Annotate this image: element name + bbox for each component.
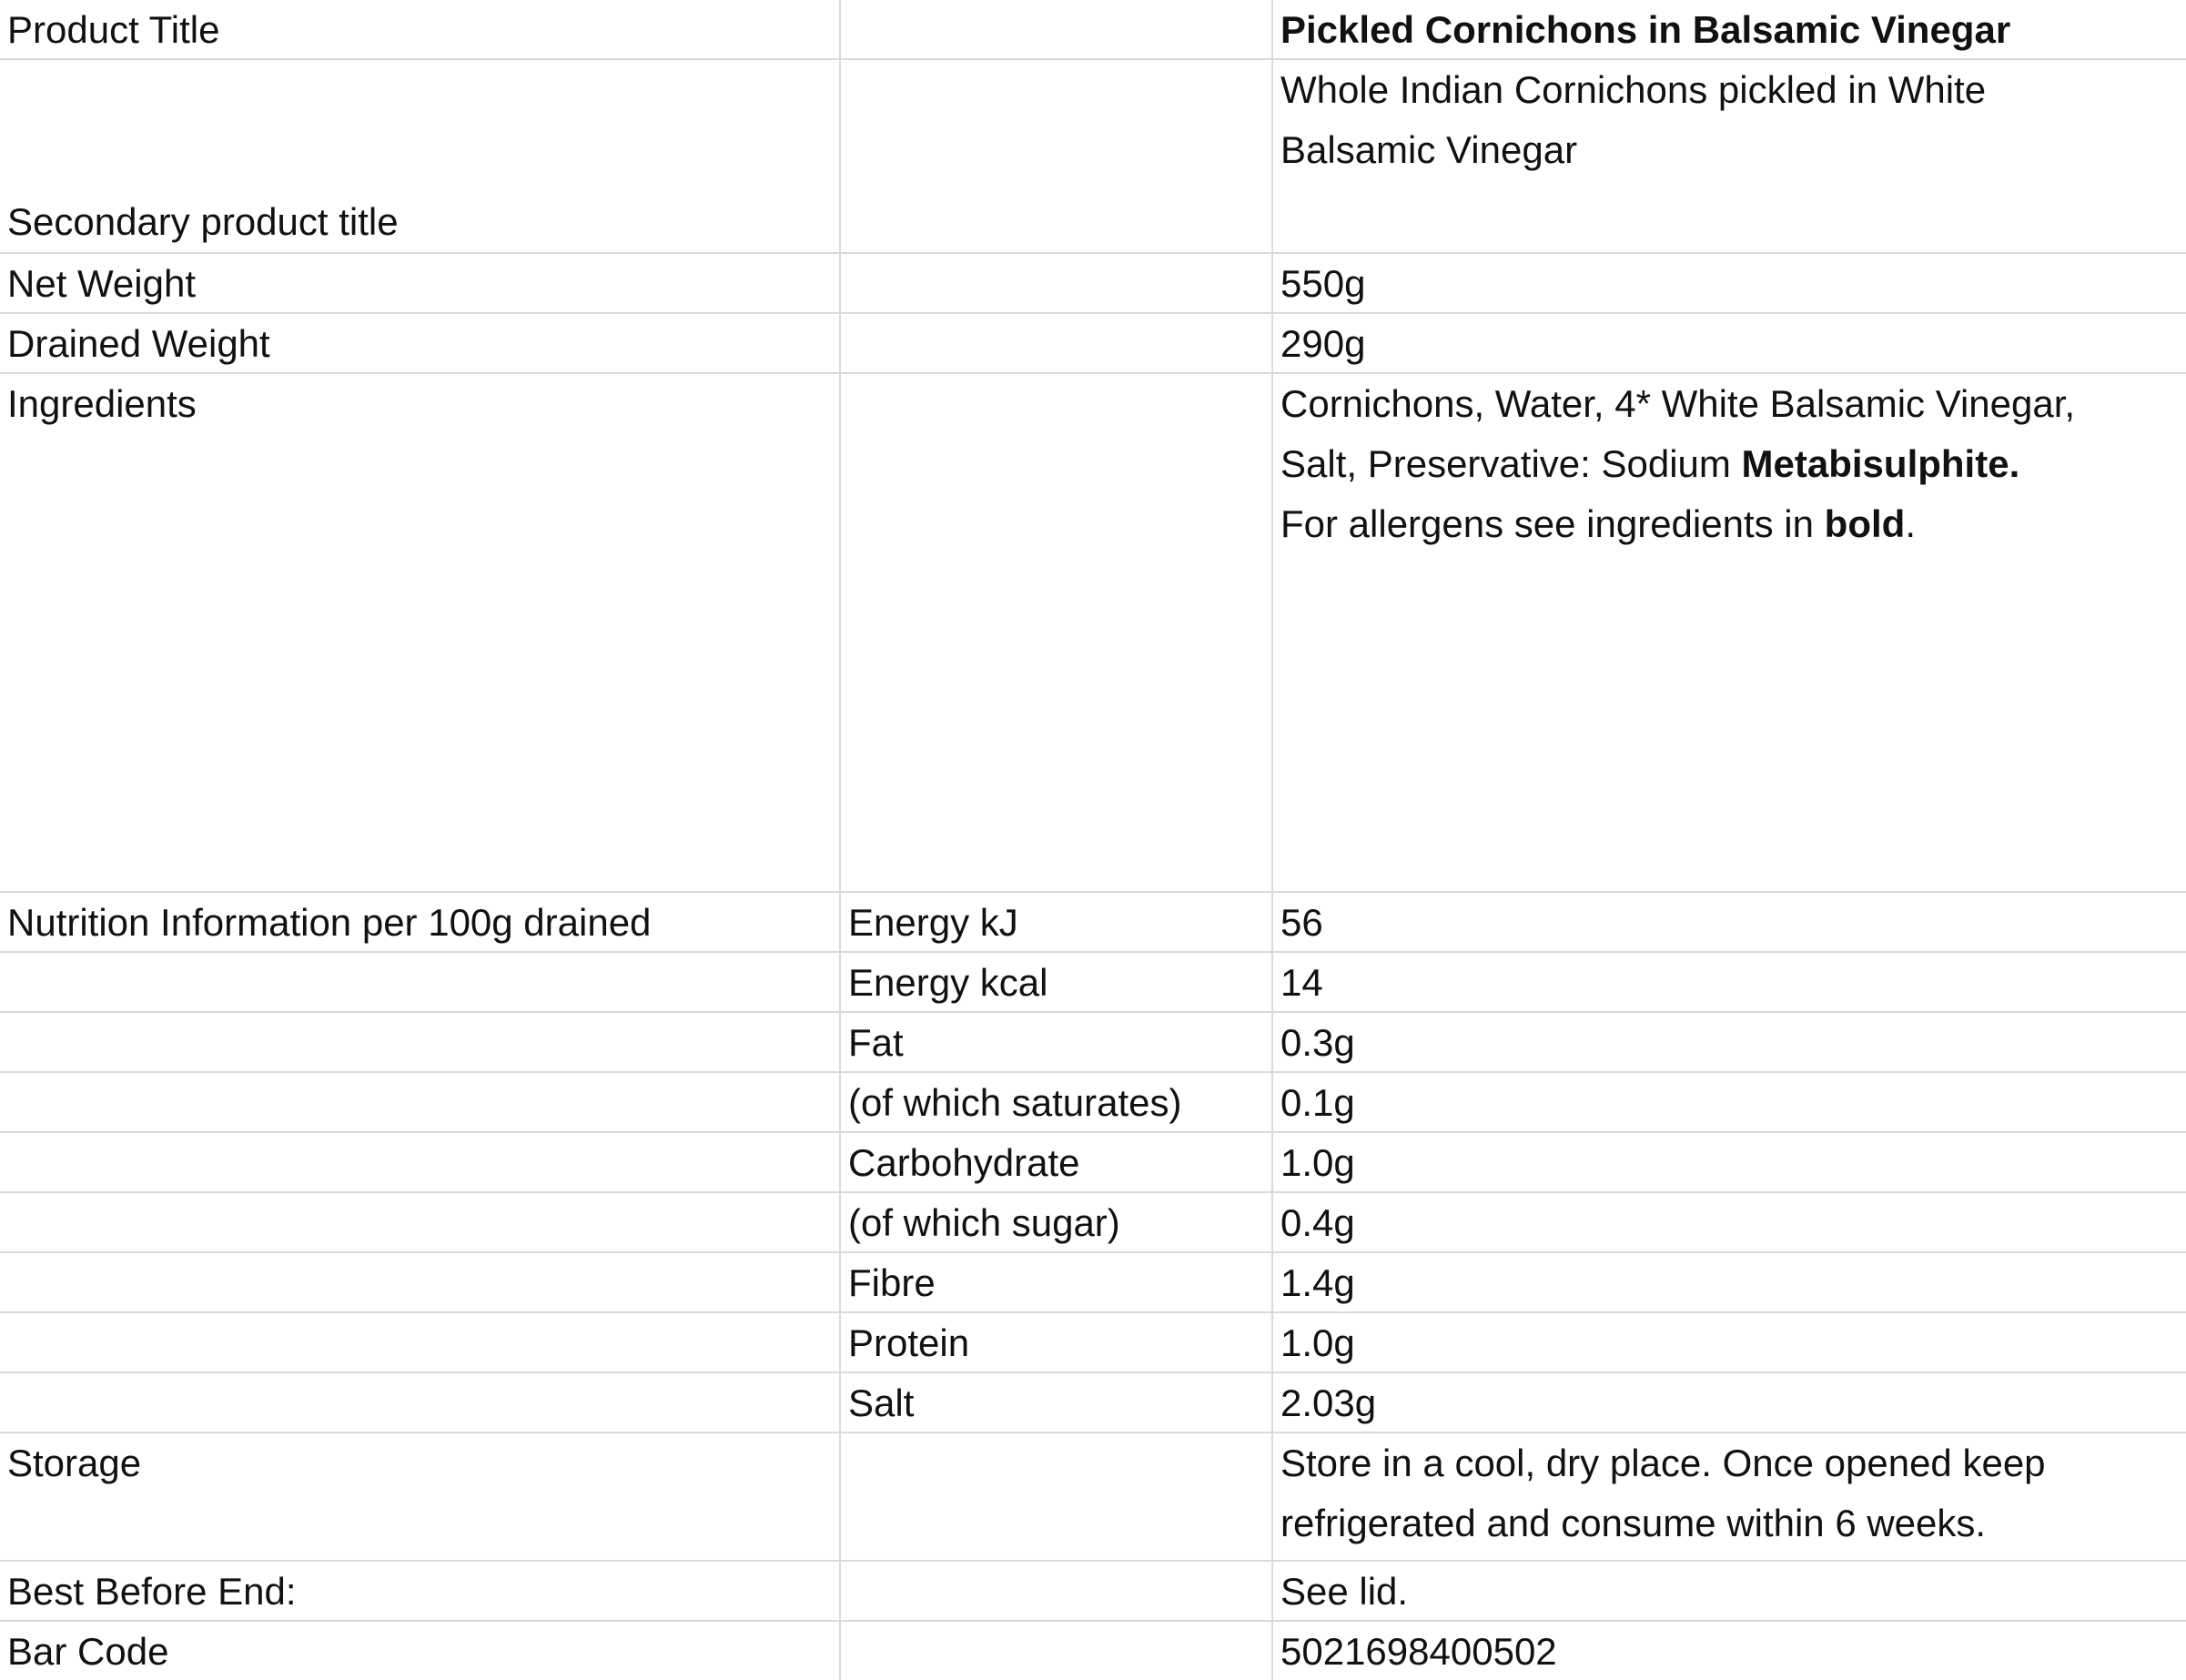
nutrient-name[interactable]: Salt: [841, 1373, 1273, 1432]
nutrition-empty-cell[interactable]: [0, 1073, 841, 1131]
best-before-value[interactable]: See lid.: [1280, 1570, 1409, 1613]
ingredients-line1: Cornichons, Water, 4* White Balsamic Vinegar,: [1280, 382, 2076, 425]
nutrient-name[interactable]: Carbohydrate: [841, 1133, 1273, 1191]
nutrient-value[interactable]: 1.0g: [1280, 1321, 1355, 1364]
allergen-metabisulphite: Metabisulphite.: [1741, 442, 2020, 485]
allergen-note-text: For allergens see ingredients in: [1280, 502, 1825, 545]
storage-line1: Store in a cool, dry place. Once opened keep: [1280, 1442, 2046, 1484]
ingredients-line3: [1280, 494, 2186, 554]
drained-weight-label[interactable]: Drained Weight: [0, 314, 841, 372]
nutrient-value[interactable]: 1.4g: [1280, 1261, 1355, 1304]
nutrition-row: [0, 1013, 2186, 1073]
nutrient-name[interactable]: Energy kJ: [841, 893, 1273, 951]
bar-code-empty-cell[interactable]: [841, 1622, 1273, 1680]
nutrition-empty-cell[interactable]: [0, 953, 841, 1011]
ingredients-line2-text: Salt, Preservative: Sodium: [1280, 442, 1742, 485]
nutrient-name[interactable]: Fat: [841, 1013, 1273, 1071]
net-weight-empty-cell[interactable]: [841, 254, 1273, 312]
nutrition-row: [0, 1073, 2186, 1133]
row-bar-code: [0, 1622, 2186, 1680]
net-weight-label[interactable]: Net Weight: [0, 254, 841, 312]
nutrition-row: [0, 1193, 2186, 1253]
ingredients-label[interactable]: Ingredients: [0, 374, 841, 891]
row-secondary-title: [0, 60, 2186, 254]
allergen-note-bold: bold: [1824, 502, 1906, 545]
nutrition-row: [0, 1133, 2186, 1193]
ingredients-line2: [1280, 434, 2186, 494]
nutrient-name[interactable]: Energy kcal: [841, 953, 1273, 1011]
nutrition-row: [0, 893, 2186, 953]
nutrition-empty-cell[interactable]: [0, 1013, 841, 1071]
nutrition-empty-cell[interactable]: [0, 1193, 841, 1251]
best-before-empty-cell[interactable]: [841, 1562, 1273, 1620]
secondary-title-label-cell[interactable]: [0, 60, 841, 252]
storage-line2: refrigerated and consume within 6 weeks.: [1280, 1502, 1987, 1544]
bar-code-value[interactable]: 5021698400502: [1280, 1630, 1557, 1673]
storage-value-cell[interactable]: [1273, 1433, 2186, 1560]
storage-label[interactable]: Storage: [0, 1433, 841, 1560]
ingredients-value-cell[interactable]: [1273, 374, 2186, 891]
row-product-title: [0, 0, 2186, 60]
nutrient-name[interactable]: Fibre: [841, 1253, 1273, 1311]
allergen-note-end: .: [1905, 502, 1916, 545]
drained-weight-empty-cell[interactable]: [841, 314, 1273, 372]
nutrient-name[interactable]: Protein: [841, 1313, 1273, 1371]
product-title-empty-cell[interactable]: [841, 0, 1273, 58]
bar-code-label[interactable]: Bar Code: [0, 1622, 841, 1680]
nutrient-value[interactable]: 0.3g: [1280, 1021, 1355, 1064]
net-weight-value[interactable]: 550g: [1280, 262, 1366, 305]
best-before-label[interactable]: Best Before End:: [0, 1562, 841, 1620]
nutrition-empty-cell[interactable]: [0, 1133, 841, 1191]
nutrition-label[interactable]: Nutrition Information per 100g drained: [0, 893, 841, 951]
drained-weight-value[interactable]: 290g: [1280, 322, 1366, 365]
secondary-title-empty-cell[interactable]: [841, 60, 1273, 252]
row-storage: [0, 1433, 2186, 1562]
nutrient-value[interactable]: 2.03g: [1280, 1381, 1377, 1424]
nutrition-empty-cell[interactable]: [0, 1253, 841, 1311]
row-drained-weight: [0, 314, 2186, 374]
secondary-title-value-line1: Whole Indian Cornichons pickled in White: [1280, 68, 1987, 111]
nutrient-value[interactable]: 56: [1280, 901, 1323, 944]
nutrient-value[interactable]: 14: [1280, 961, 1323, 1004]
secondary-title-value-line2: Balsamic Vinegar: [1280, 128, 1578, 171]
nutrient-value[interactable]: 0.1g: [1280, 1081, 1355, 1124]
nutrition-row: [0, 953, 2186, 1013]
secondary-title-label: Secondary product title: [7, 200, 399, 243]
row-best-before: [0, 1562, 2186, 1622]
secondary-title-value-cell[interactable]: [1273, 60, 2186, 252]
nutrient-value[interactable]: 1.0g: [1280, 1141, 1355, 1184]
nutrition-empty-cell[interactable]: [0, 1373, 841, 1432]
row-net-weight: [0, 254, 2186, 314]
product-title-value[interactable]: Pickled Cornichons in Balsamic Vinegar: [1280, 8, 2011, 51]
nutrient-name[interactable]: (of which sugar): [841, 1193, 1273, 1251]
row-ingredients: [0, 374, 2186, 893]
nutrient-value[interactable]: 0.4g: [1280, 1201, 1355, 1244]
storage-empty-cell[interactable]: [841, 1433, 1273, 1560]
nutrition-row: [0, 1253, 2186, 1313]
nutrition-row: [0, 1313, 2186, 1373]
product-title-label[interactable]: Product Title: [0, 0, 841, 58]
ingredients-empty-cell[interactable]: [841, 374, 1273, 891]
nutrition-empty-cell[interactable]: [0, 1313, 841, 1371]
nutrient-name[interactable]: (of which saturates): [841, 1073, 1273, 1131]
nutrition-row: [0, 1373, 2186, 1433]
